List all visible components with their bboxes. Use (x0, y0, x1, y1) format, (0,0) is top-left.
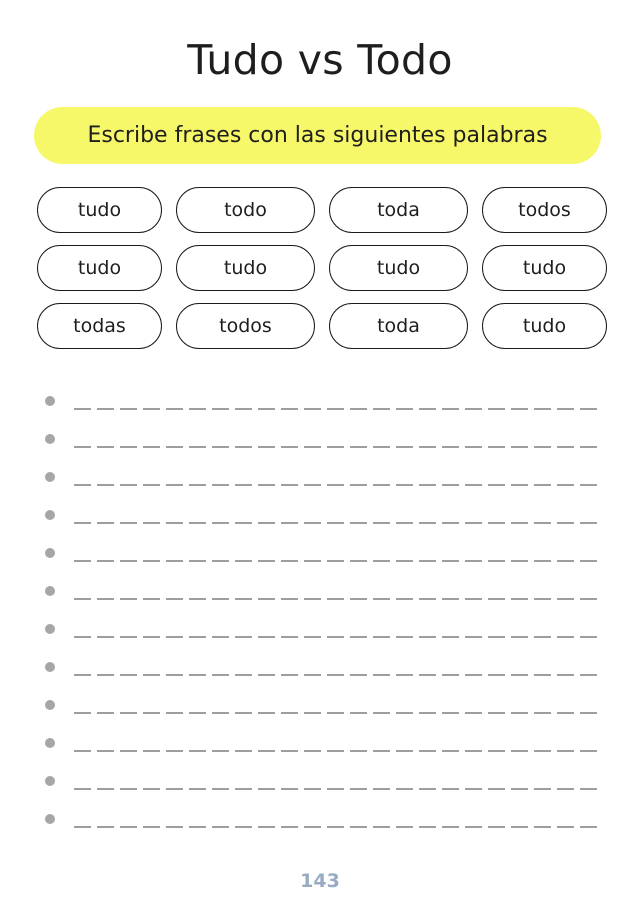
dashed-answer-line[interactable] (74, 712, 602, 714)
bullet-dot (45, 510, 55, 520)
writing-line[interactable] (42, 464, 602, 502)
writing-line[interactable] (42, 730, 602, 768)
writing-line[interactable] (42, 654, 602, 692)
writing-line[interactable] (42, 540, 602, 578)
bullet-dot (45, 472, 55, 482)
bullet-dot (45, 434, 55, 444)
writing-line[interactable] (42, 388, 602, 426)
instruction-text: Escribe frases con las siguientes palabras (87, 123, 548, 148)
word-pill: tudo (329, 245, 468, 291)
dashed-answer-line[interactable] (74, 750, 602, 752)
word-pill: tudo (482, 303, 607, 349)
writing-line[interactable] (42, 806, 602, 844)
word-pill: tudo (176, 245, 315, 291)
writing-line[interactable] (42, 616, 602, 654)
bullet-dot (45, 396, 55, 406)
dashed-answer-line[interactable] (74, 826, 602, 828)
dashed-answer-line[interactable] (74, 674, 602, 676)
bullet-dot (45, 700, 55, 710)
bullet-dot (45, 586, 55, 596)
bullet-dot (45, 738, 55, 748)
word-pill: tudo (482, 245, 607, 291)
bullet-dot (45, 624, 55, 634)
page-title: Tudo vs Todo (187, 36, 453, 84)
dashed-answer-line[interactable] (74, 560, 602, 562)
dashed-answer-line[interactable] (74, 636, 602, 638)
dashed-answer-line[interactable] (74, 598, 602, 600)
word-pill: todo (176, 187, 315, 233)
dashed-answer-line[interactable] (74, 788, 602, 790)
writing-line[interactable] (42, 426, 602, 464)
instruction-banner (34, 107, 601, 164)
dashed-answer-line[interactable] (74, 522, 602, 524)
dashed-answer-line[interactable] (74, 484, 602, 486)
word-pill: tudo (37, 245, 162, 291)
word-pill: todos (482, 187, 607, 233)
bullet-dot (45, 776, 55, 786)
word-pill: todos (176, 303, 315, 349)
bullet-dot (45, 662, 55, 672)
dashed-answer-line[interactable] (74, 446, 602, 448)
word-pill: toda (329, 303, 468, 349)
word-pill: tudo (37, 187, 162, 233)
bullet-dot (45, 548, 55, 558)
bullet-dot (45, 814, 55, 824)
writing-line[interactable] (42, 768, 602, 806)
writing-line[interactable] (42, 692, 602, 730)
writing-lines (42, 388, 602, 844)
writing-line[interactable] (42, 502, 602, 540)
word-pill: todas (37, 303, 162, 349)
word-grid (37, 187, 604, 349)
word-pill: toda (329, 187, 468, 233)
dashed-answer-line[interactable] (74, 408, 602, 410)
writing-line[interactable] (42, 578, 602, 616)
page-number: 143 (300, 870, 340, 892)
